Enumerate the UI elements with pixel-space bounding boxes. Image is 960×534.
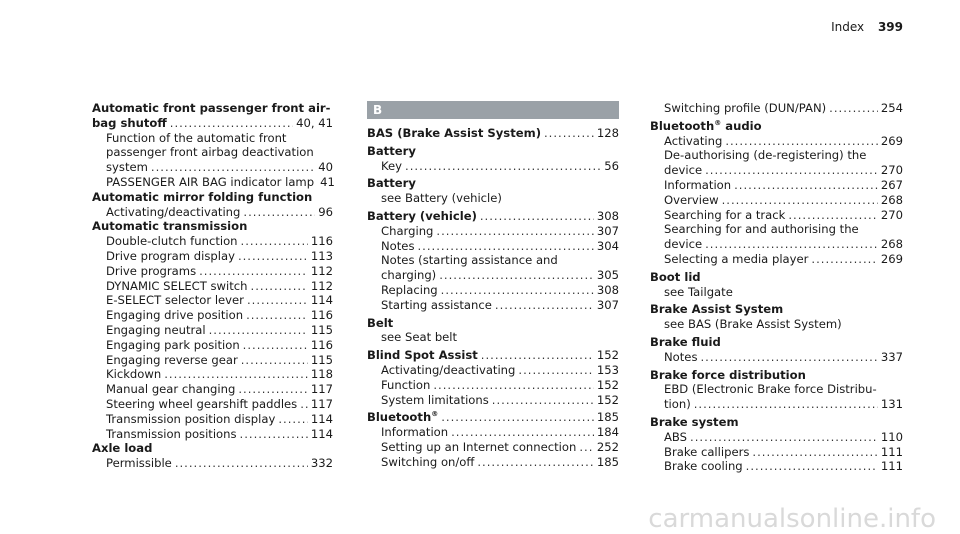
index-entry-heading <box>367 176 619 191</box>
entry-text: Double-clutch function <box>106 234 238 249</box>
entry-text: Blind Spot Assist <box>367 348 478 363</box>
entry-text: Battery <box>367 143 416 158</box>
entry-text: Brake system <box>650 414 739 429</box>
index-entry-heading <box>650 335 903 350</box>
dot-leader <box>701 350 878 365</box>
registered-mark: ® <box>714 118 722 127</box>
dot-leader <box>705 237 878 252</box>
entry-text: Notes <box>664 349 698 364</box>
dot-leader <box>246 308 308 323</box>
page-reference: 305 <box>596 268 619 283</box>
index-entry-heading <box>367 348 619 363</box>
index-subentry <box>92 397 333 412</box>
page-reference: 254 <box>880 101 903 115</box>
entry-text: BAS (Brake Assist System) <box>367 126 541 140</box>
index-subentry <box>650 382 903 397</box>
dot-leader <box>725 134 878 149</box>
entry-text: Bluetooth® <box>367 410 439 425</box>
index-subentry <box>92 131 333 146</box>
index-entry-heading <box>367 144 619 159</box>
entry-text: Engaging park position <box>106 337 240 352</box>
entry-text: Engaging neutral <box>106 322 206 337</box>
index-subentry <box>367 330 619 345</box>
entry-text: see Tailgate <box>664 284 733 299</box>
index-subentry <box>92 456 333 471</box>
index-subentry <box>367 191 619 206</box>
entry-text: Activating/deactivating <box>106 204 241 219</box>
dot-leader <box>439 268 594 283</box>
entry-text: Searching for a track <box>664 207 786 222</box>
index-subentry <box>92 353 333 368</box>
index-subentry <box>650 285 903 300</box>
dot-leader <box>705 163 878 178</box>
entry-text: Searching for and authorising the <box>664 222 859 237</box>
dot-leader <box>752 445 877 460</box>
index-entry-heading <box>367 209 619 224</box>
index-subentry <box>367 268 619 283</box>
index-subentry <box>367 440 619 455</box>
index-subentry <box>650 350 903 365</box>
index-column-1 <box>92 101 333 471</box>
entry-text: Charging <box>381 223 434 238</box>
index-entry-heading <box>92 219 333 234</box>
page-reference: 114 <box>310 293 333 308</box>
index-subentry <box>92 338 333 353</box>
entry-text: ABS <box>664 429 688 444</box>
entry-text: device <box>664 237 703 252</box>
dot-leader <box>151 160 315 175</box>
index-subentry <box>92 427 333 442</box>
entry-text: EBD (Electronic Brake force Distribu- <box>664 382 877 397</box>
registered-mark: ® <box>431 410 439 419</box>
index-subentry <box>92 279 333 294</box>
entry-text: E-SELECT selector lever <box>106 293 244 308</box>
dot-leader <box>480 209 594 224</box>
page-reference: 116 <box>310 234 333 249</box>
entry-text: Automatic mirror folding function <box>92 189 313 204</box>
index-subentry <box>650 459 903 474</box>
dot-leader <box>436 224 593 239</box>
dot-leader <box>418 239 594 254</box>
index-entry-heading <box>650 119 903 134</box>
index-subentry <box>650 430 903 445</box>
index-subentry <box>92 323 333 338</box>
page-reference: 268 <box>880 192 903 207</box>
entry-text: Automatic transmission <box>92 219 248 234</box>
dot-leader <box>481 348 594 363</box>
page-reference: 332 <box>310 456 333 471</box>
index-subentry <box>92 412 333 427</box>
page-title: Index <box>831 20 865 34</box>
index-subentry <box>367 224 619 239</box>
index-subentry <box>367 253 619 268</box>
entry-text: Activating <box>664 133 723 148</box>
dot-leader <box>495 298 594 313</box>
dot-leader <box>441 410 594 425</box>
index-column-3 <box>650 101 903 474</box>
dot-leader <box>544 126 594 141</box>
page-reference: 117 <box>310 382 333 397</box>
page-number: 399 <box>877 20 903 34</box>
entry-text: Drive program display <box>106 248 235 263</box>
index-subentry <box>650 252 903 267</box>
index-subentry <box>650 397 903 412</box>
entry-text: Starting assistance <box>381 297 492 312</box>
index-subentry <box>92 293 333 308</box>
index-subentry <box>367 298 619 313</box>
entry-text: Notes (starting assistance and <box>381 253 558 268</box>
page-reference: 113 <box>310 248 333 263</box>
page-reference: 114 <box>310 426 333 441</box>
page-reference: 112 <box>310 278 333 293</box>
page-reference: 118 <box>310 367 333 382</box>
page-reference: 152 <box>596 348 619 363</box>
page-reference: 112 <box>310 263 333 278</box>
page-reference: 307 <box>596 297 619 312</box>
dot-leader <box>694 397 878 412</box>
index-subentry <box>650 445 903 460</box>
page-reference: 41 <box>320 174 335 189</box>
page-reference: 337 <box>880 349 903 364</box>
dot-leader <box>240 427 308 442</box>
entry-text: see BAS (Brake Assist System) <box>664 317 842 332</box>
page-reference: 128 <box>596 126 619 140</box>
index-entry-heading <box>92 441 333 456</box>
page-reference: 115 <box>310 352 333 367</box>
index-subentry <box>92 234 333 249</box>
dot-leader <box>251 279 308 294</box>
page-reference: 308 <box>596 208 619 223</box>
index-subentry <box>650 178 903 193</box>
page-reference: 40, 41 <box>296 115 333 130</box>
entry-text: Automatic front passenger front air- <box>92 101 331 115</box>
entry-text: tion) <box>664 397 691 412</box>
index-subentry <box>367 239 619 254</box>
page-reference: 269 <box>880 251 903 266</box>
entry-text: Brake Assist System <box>650 302 784 317</box>
letter-section-header: B <box>367 101 619 119</box>
dot-leader <box>433 378 594 393</box>
dot-leader <box>278 412 308 427</box>
entry-text: charging) <box>381 268 437 283</box>
dot-leader <box>829 101 878 116</box>
index-subentry <box>367 455 619 470</box>
dot-leader <box>722 193 878 208</box>
dot-leader <box>441 283 594 298</box>
entry-text: Activating/deactivating <box>381 362 516 377</box>
entry-text: Manual gear changing <box>106 382 236 397</box>
entry-text: Key <box>381 158 403 173</box>
dot-leader <box>492 393 594 408</box>
index-subentry <box>367 393 619 408</box>
entry-text: Bluetooth® audio <box>650 118 762 133</box>
index-entry-heading <box>92 116 333 131</box>
index-subentry <box>650 222 903 237</box>
index-column-2-list <box>367 126 619 470</box>
page-reference: 152 <box>596 377 619 392</box>
page-reference: 185 <box>596 454 619 469</box>
page-reference: 56 <box>604 158 619 173</box>
entry-text: Function <box>381 377 431 392</box>
page-reference: 96 <box>318 204 333 219</box>
index-subentry <box>92 264 333 279</box>
page-reference: 185 <box>596 410 619 425</box>
entry-text: system <box>106 160 148 175</box>
page-reference: 116 <box>310 308 333 323</box>
entry-text: see Seat belt <box>381 330 458 345</box>
dot-leader <box>170 116 293 131</box>
index-subentry <box>650 208 903 223</box>
dot-leader <box>238 382 308 397</box>
index-entry-heading <box>367 126 619 141</box>
index-entry-heading <box>92 101 333 116</box>
entry-text: Setting up an Internet connection <box>381 439 577 454</box>
entry-text: Brake force distribution <box>650 367 806 382</box>
index-subentry <box>92 160 333 175</box>
page-reference: 152 <box>596 392 619 407</box>
dot-leader <box>238 249 308 264</box>
page-reference: 270 <box>880 207 903 222</box>
page-reference: 252 <box>596 439 619 454</box>
index-entry-heading <box>650 415 903 430</box>
entry-text: System limitations <box>381 392 489 407</box>
dot-leader <box>734 178 878 193</box>
index-subentry <box>92 205 333 220</box>
page-reference: 267 <box>880 177 903 192</box>
dot-leader <box>241 234 308 249</box>
entry-text: Engaging reverse gear <box>106 352 238 367</box>
index-subentry <box>92 308 333 323</box>
entry-text: Brake fluid <box>650 334 721 349</box>
index-subentry <box>650 237 903 252</box>
index-subentry <box>650 317 903 332</box>
entry-text: Overview <box>664 192 719 207</box>
dot-leader <box>247 293 308 308</box>
dot-leader <box>199 264 308 279</box>
page-reference: 304 <box>596 238 619 253</box>
dot-leader <box>243 205 315 220</box>
page-reference: 117 <box>310 396 333 411</box>
page-reference: 184 <box>596 425 619 440</box>
page-reference: 308 <box>596 282 619 297</box>
dot-leader <box>690 430 878 445</box>
dot-leader <box>164 367 308 382</box>
page-reference: 116 <box>310 337 333 352</box>
dot-leader <box>209 323 308 338</box>
index-subentry <box>92 382 333 397</box>
page-reference: 111 <box>880 459 903 474</box>
index-column-2 <box>367 101 619 470</box>
dot-leader <box>243 338 308 353</box>
page-reference: 114 <box>310 411 333 426</box>
entry-text: Switching on/off <box>381 454 475 469</box>
index-subentry <box>650 101 903 116</box>
entry-text: passenger front airbag deactivation <box>106 145 314 160</box>
entry-text: DYNAMIC SELECT switch <box>106 278 248 293</box>
index-entry-heading <box>92 190 333 205</box>
index-subentry <box>650 134 903 149</box>
entry-text: Brake callipers <box>664 444 750 459</box>
entry-text: Kickdown <box>106 367 162 382</box>
watermark: carmanualsonline.info <box>648 504 936 534</box>
index-entry-heading <box>650 302 903 317</box>
dot-leader <box>405 159 601 174</box>
page-reference: 115 <box>310 322 333 337</box>
entry-text: Boot lid <box>650 269 701 284</box>
page-reference: 153 <box>596 362 619 377</box>
index-subentry <box>650 163 903 178</box>
dot-leader <box>579 440 594 455</box>
dot-leader <box>788 208 877 223</box>
dot-leader <box>518 363 593 378</box>
entry-text: De-authorising (de-registering) the <box>664 148 867 163</box>
page-reference: 307 <box>596 223 619 238</box>
index-subentry <box>650 148 903 163</box>
entry-text: bag shutoff <box>92 115 167 130</box>
page-reference: 270 <box>880 163 903 178</box>
entry-text: Transmission position display <box>106 411 276 426</box>
index-subentry <box>92 175 333 190</box>
index-subentry <box>367 283 619 298</box>
index-subentry <box>367 425 619 440</box>
page-reference: 111 <box>880 444 903 459</box>
entry-text: Function of the automatic front <box>106 130 287 145</box>
dot-leader <box>811 252 877 267</box>
index-entry-heading <box>367 410 619 425</box>
entry-text: device <box>664 163 703 178</box>
entry-text: Replacing <box>381 282 438 297</box>
page-reference: 268 <box>880 237 903 252</box>
index-subentry <box>92 367 333 382</box>
entry-text: Information <box>664 177 732 192</box>
entry-text: PASSENGER AIR BAG indicator lamp <box>106 174 315 189</box>
page-reference: 110 <box>880 429 903 444</box>
dot-leader <box>746 459 878 474</box>
entry-text: Notes <box>381 238 415 253</box>
dot-leader <box>300 397 308 412</box>
entry-text: Switching profile (DUN/PAN) <box>664 101 827 115</box>
entry-text: Permissible <box>106 456 172 471</box>
entry-text: Battery <box>367 176 416 191</box>
entry-text: Brake cooling <box>664 459 743 474</box>
entry-text: Engaging drive position <box>106 308 244 323</box>
page-reference: 131 <box>880 397 903 412</box>
entry-text: Axle load <box>92 441 153 456</box>
index-subentry <box>367 378 619 393</box>
entry-text: Drive programs <box>106 263 197 278</box>
entry-text: Transmission positions <box>106 426 237 441</box>
page-reference: 40 <box>318 160 333 175</box>
index-subentry <box>367 363 619 378</box>
entry-text: see Battery (vehicle) <box>381 191 502 206</box>
index-subentry <box>650 193 903 208</box>
page-reference: 269 <box>880 133 903 148</box>
dot-leader <box>241 353 308 368</box>
index-subentry <box>367 159 619 174</box>
dot-leader <box>451 425 594 440</box>
index-subentry <box>92 249 333 264</box>
index-entry-heading <box>650 270 903 285</box>
dot-leader <box>477 455 593 470</box>
entry-text: Belt <box>367 315 394 330</box>
entry-text: Steering wheel gearshift paddles <box>106 396 298 411</box>
index-entry-heading <box>650 368 903 383</box>
dot-leader <box>175 456 308 471</box>
index-entry-heading <box>367 316 619 331</box>
entry-text: Information <box>381 425 449 440</box>
entry-text: Battery (vehicle) <box>367 208 477 223</box>
page-header <box>831 20 903 35</box>
index-subentry <box>92 145 333 160</box>
entry-text: Selecting a media player <box>664 251 809 266</box>
